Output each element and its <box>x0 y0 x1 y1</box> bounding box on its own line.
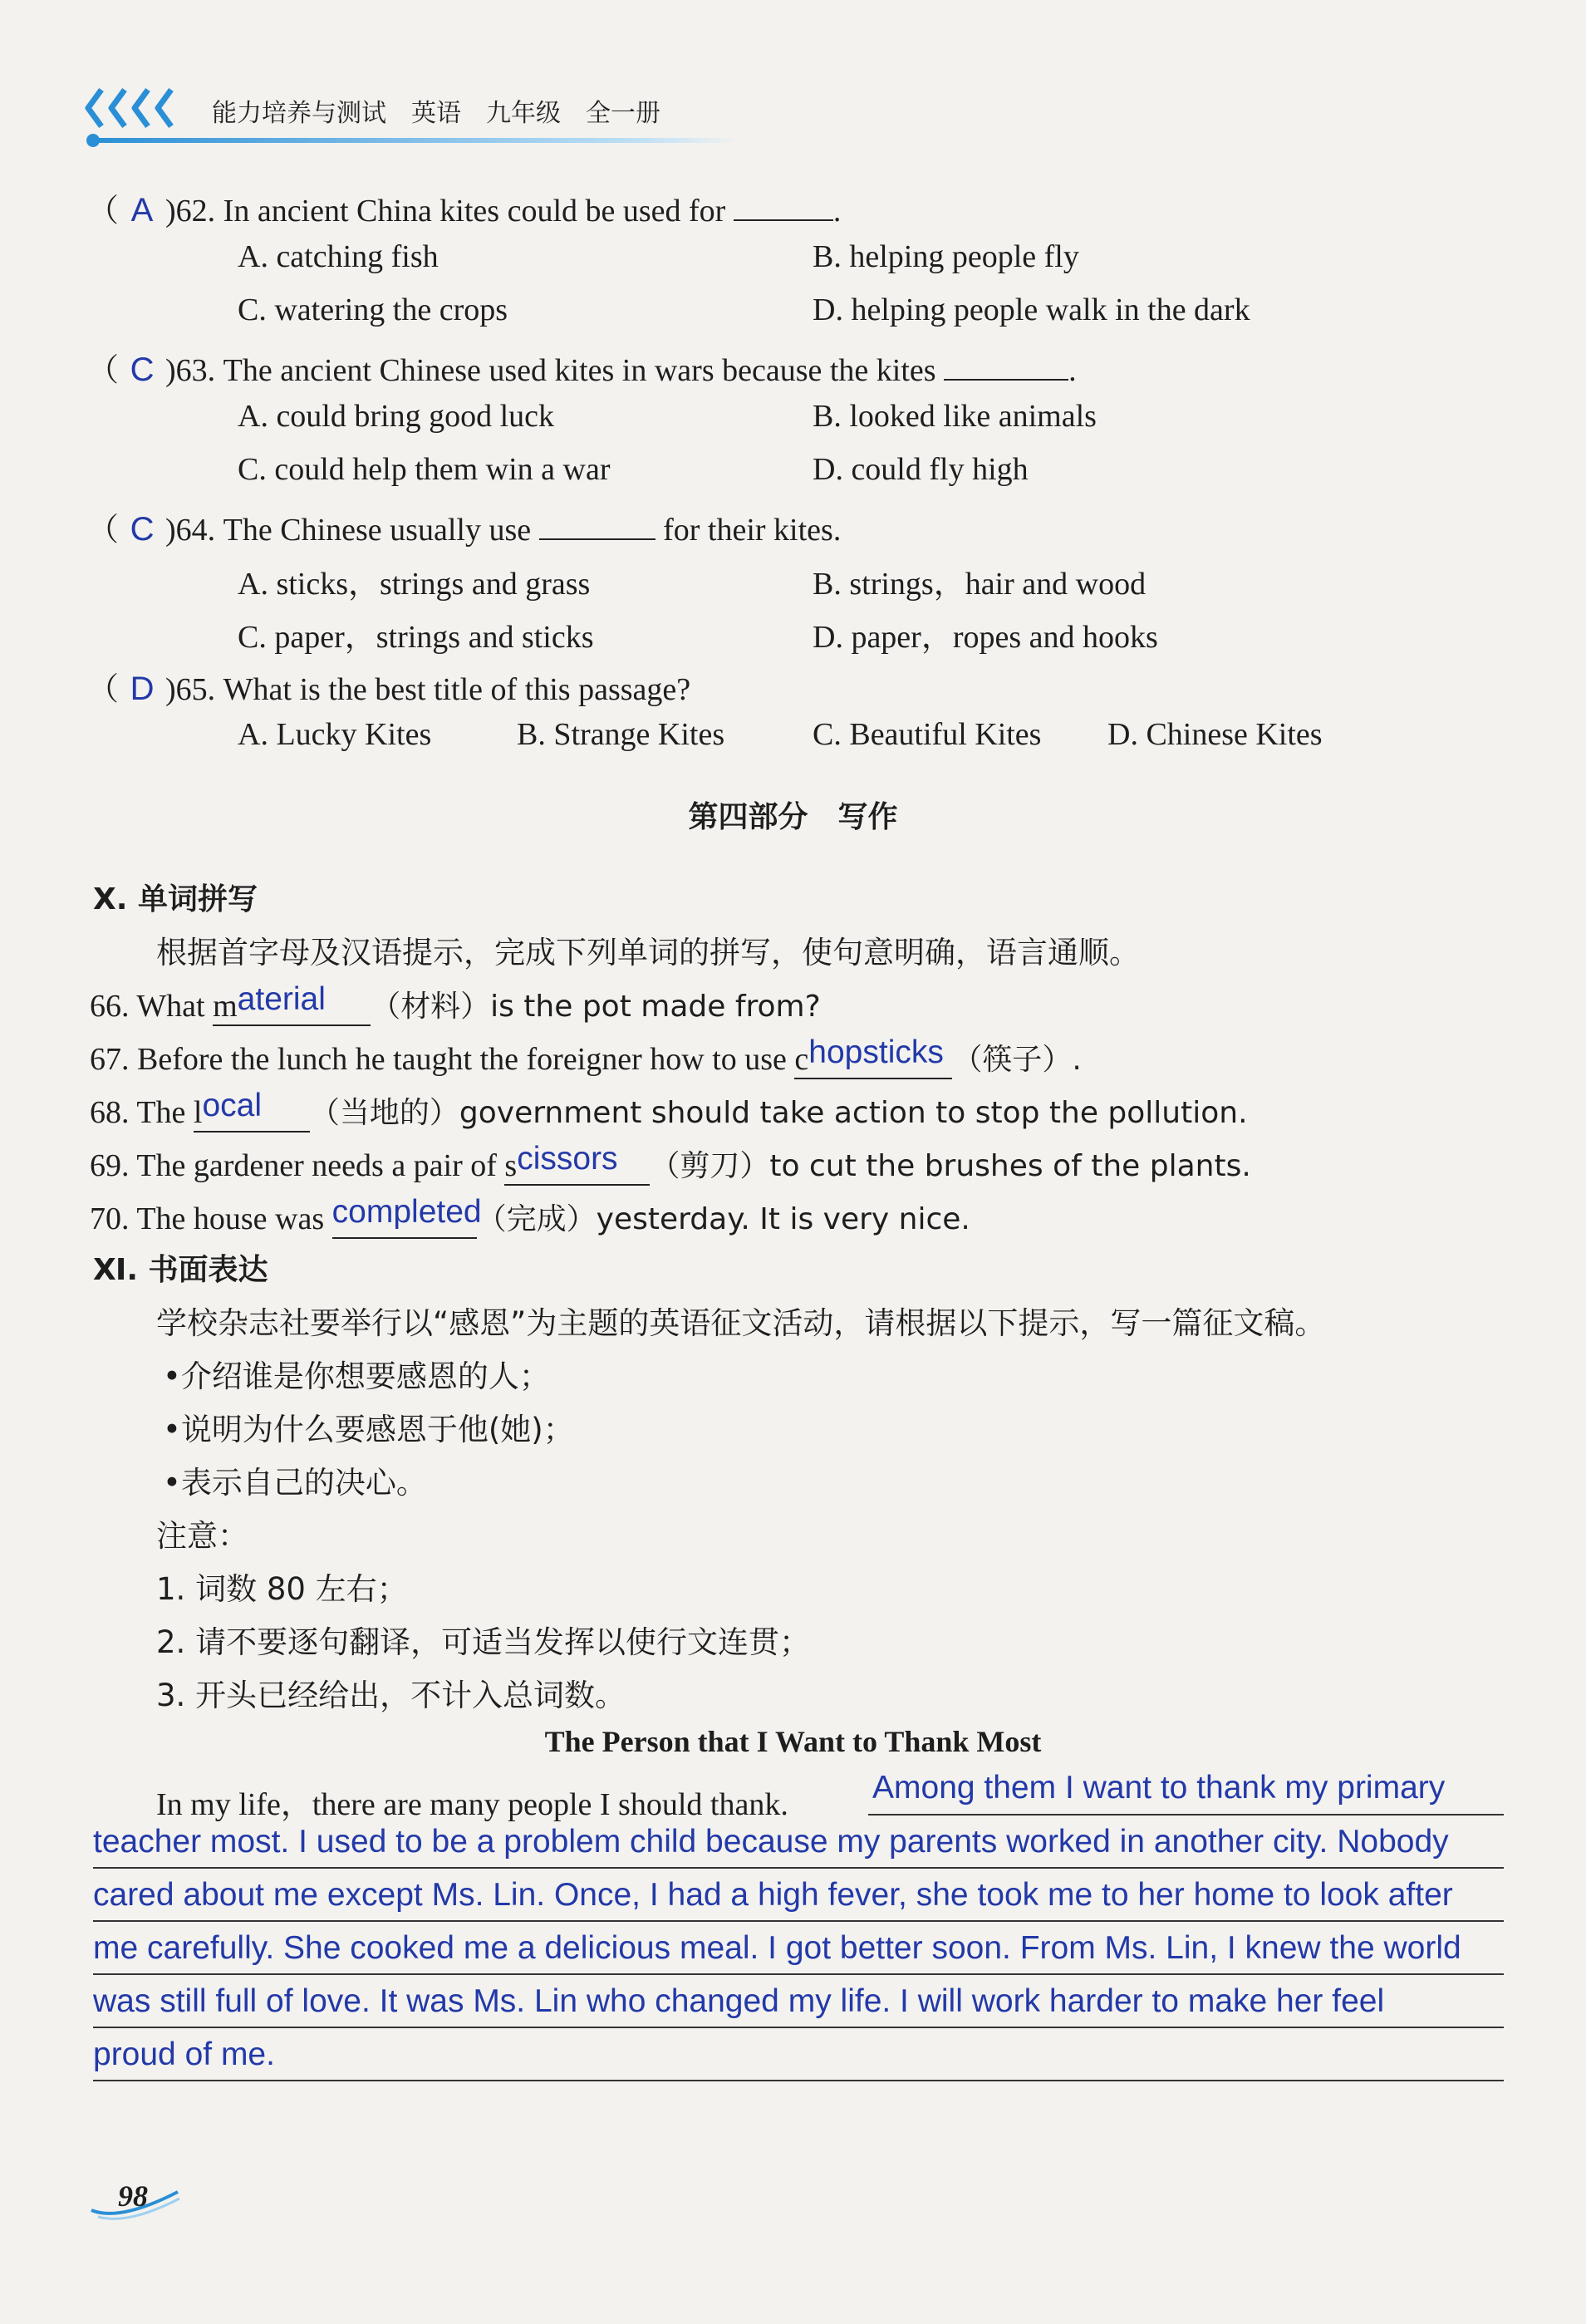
part4-title: 第四部分 写作 <box>688 800 898 834</box>
essay-title: The Person that I Want to Thank Most <box>544 1725 1042 1758</box>
option-62-d: D. helping people walk in the dark <box>813 292 1250 327</box>
header-rule-dot <box>86 134 100 147</box>
spelling-blank: chopsticks <box>794 1041 952 1079</box>
spelling-item-66: 66. What material （材料）is the pot made from? <box>90 983 821 1026</box>
spelling-item-69: 69. The gardener needs a pair of scissors （剪刀）to cut the brushes of the plants. <box>90 1142 1251 1186</box>
question-stem: In ancient China kites could be used for <box>223 194 726 228</box>
chevrons-icon <box>83 83 191 133</box>
option-63-b: B. looked like animals <box>813 399 1097 434</box>
question-stem-end: . <box>1068 353 1077 388</box>
option-65-a: A. Lucky Kites <box>238 717 432 752</box>
option-62-c: C. watering the crops <box>238 292 508 327</box>
header-title: 能力培养与测试 英语 九年级 全一册 <box>212 99 660 128</box>
answer-blank <box>734 216 833 221</box>
answer-65: D <box>130 671 155 707</box>
option-64-b: B. strings，hair and wood <box>813 567 1147 602</box>
essay-line-3: cared about me except Ms. Lin. Once, I had a high fever, she took me to her home to look after <box>93 1877 1453 1913</box>
bullet-2: •说明为什么要感恩于他(她)； <box>163 1412 574 1447</box>
spelling-blank: scissors <box>504 1147 650 1186</box>
spelling-item-67: 67. Before the lunch he taught the foreigner how to use chopsticks （筷子）. <box>90 1036 1082 1079</box>
essay-line-5: was still full of love. It was Ms. Lin who changed my life. I will work harder to make her feel <box>93 1983 1385 2019</box>
question-number: )65. <box>165 672 216 707</box>
essay-line-2: teacher most. I used to be a problem child because my parents worked in another city. Nobody <box>93 1824 1449 1860</box>
essay-rule <box>93 2027 1504 2028</box>
question-62: （ A )62. In ancient China kites could be used for . <box>87 192 842 228</box>
spelling-answer: completed <box>331 1194 482 1230</box>
option-63-a: A. could bring good luck <box>238 399 555 434</box>
spelling-item-68: 68. The local （当地的）government should take action to stop the pollution. <box>90 1089 1248 1133</box>
essay-rule <box>93 1867 1504 1869</box>
header-rule <box>90 138 738 143</box>
answer-blank <box>944 376 1068 381</box>
section-10-label: Ⅹ. 单词拼写 <box>93 882 258 916</box>
spelling-answer: ocal <box>202 1088 263 1123</box>
question-number: )63. <box>165 353 216 388</box>
question-stem-end: . <box>832 194 842 228</box>
option-63-d: D. could fly high <box>813 452 1029 487</box>
note-2: 2. 请不要逐句翻译，可适当发挥以使行文连贯； <box>156 1624 811 1660</box>
essay-rule <box>868 1814 1504 1815</box>
option-64-c: C. paper，strings and sticks <box>238 620 594 655</box>
question-63: （ C )63. The ancient Chinese used kites in wars because the kites . <box>87 351 1077 388</box>
spelling-answer: cissors <box>517 1141 618 1177</box>
answer-blank <box>539 535 656 540</box>
question-stem: What is the best title of this passage? <box>223 672 691 707</box>
option-64-d: D. paper，ropes and hooks <box>813 620 1158 655</box>
section-10-instruction: 根据首字母及汉语提示，完成下列单词的拼写，使句意明确，语言通顺。 <box>156 935 1140 970</box>
essay-opening: In my life，there are many people I should thank. <box>156 1787 788 1822</box>
essay-rule <box>93 2080 1504 2081</box>
answer-62: A <box>130 192 154 228</box>
question-stem-end: for their kites. <box>663 513 842 548</box>
note-1: 1. 词数 80 左右； <box>156 1571 408 1607</box>
question-number: )64. <box>165 513 216 548</box>
option-62-a: A. catching fish <box>238 239 439 274</box>
option-63-c: C. could help them win a war <box>238 452 611 487</box>
option-65-b: B. Strange Kites <box>517 717 725 752</box>
answer-64: C <box>130 511 155 548</box>
note-label: 注意： <box>156 1518 248 1554</box>
spelling-blank <box>331 1194 482 1239</box>
essay-line-1: Among them I want to thank my primary <box>872 1770 1446 1806</box>
page-number: 98 <box>118 2179 148 2213</box>
option-65-c: C. Beautiful Kites <box>813 717 1042 752</box>
spelling-answer: aterial <box>237 981 326 1017</box>
note-3: 3. 开头已经给出，不计入总词数。 <box>156 1678 626 1713</box>
option-62-b: B. helping people fly <box>813 239 1079 274</box>
essay-line-4: me carefully. She cooked me a delicious meal. I got better soon. From Ms. Lin, I knew the world <box>93 1930 1461 1966</box>
spelling-blank: local <box>194 1094 310 1133</box>
essay-line-6: proud of me. <box>93 2037 275 2072</box>
option-64-a: A. sticks，strings and grass <box>238 567 591 602</box>
bullet-1: •介绍谁是你想要感恩的人； <box>163 1359 550 1394</box>
spelling-blank: material <box>213 988 371 1026</box>
essay-rule <box>93 1973 1504 1975</box>
question-65: （ D )65. What is the best title of this passage? <box>87 671 691 707</box>
spelling-item-70: 70. The house was completed（完成）yesterday. It is very nice. <box>90 1196 970 1239</box>
question-64: （ C )64. The Chinese usually use for their kites. <box>87 511 842 548</box>
section-11-label: Ⅺ. 书面表达 <box>93 1253 268 1287</box>
question-number: )62. <box>165 194 216 228</box>
option-65-d: D. Chinese Kites <box>1107 717 1323 752</box>
spelling-answer: hopsticks <box>808 1034 944 1070</box>
question-stem: The Chinese usually use <box>223 513 532 548</box>
essay-rule <box>93 1920 1504 1922</box>
writing-prompt: 学校杂志社要举行以“感恩”为主题的英语征文活动，请根据以下提示，写一篇征文稿。 <box>156 1305 1326 1341</box>
question-stem: The ancient Chinese used kites in wars because the kites <box>223 353 936 388</box>
bullet-3: •表示自己的决心。 <box>163 1465 427 1501</box>
answer-63: C <box>130 351 155 388</box>
